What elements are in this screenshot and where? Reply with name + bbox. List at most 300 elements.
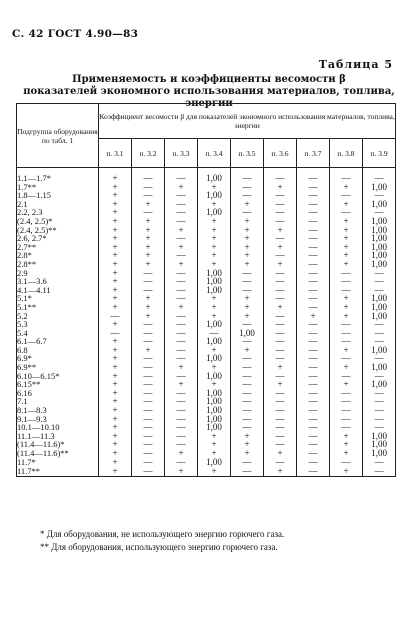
table-cell: + (330, 380, 363, 389)
row-label: 2.6, 2.7* (17, 234, 99, 243)
table-cell: — (132, 286, 165, 295)
table-cell: — (165, 440, 198, 449)
table-cell: 1,00 (363, 346, 396, 355)
column-header: п. 3.1 (99, 139, 132, 168)
table-cell: — (297, 260, 330, 269)
table-cell: + (231, 449, 264, 458)
table-title-line-2: показателей экономного использования материалов, топлива, энергии (23, 86, 395, 109)
table-cell: — (264, 294, 297, 303)
table-cell: — (363, 269, 396, 278)
table-cell: — (297, 440, 330, 449)
row-label: 10.1—10.10 (17, 423, 99, 432)
table-cell: — (264, 397, 297, 406)
table-cell: — (297, 191, 330, 200)
table-title-line-1: Применяемость и коэффициенты весомости β (72, 74, 346, 85)
table-cell: — (264, 217, 297, 226)
table-cell: — (297, 449, 330, 458)
table-cell: — (297, 294, 330, 303)
table-row (17, 226, 396, 235)
table-cell: — (264, 458, 297, 467)
table-cell: — (297, 397, 330, 406)
table-cell: — (363, 415, 396, 424)
table-cell: — (297, 380, 330, 389)
table-cell: + (165, 226, 198, 235)
table-cell: + (165, 466, 198, 477)
table-cell: — (297, 346, 330, 355)
table-cell: + (99, 449, 132, 458)
table-cell: — (231, 458, 264, 467)
table-cell: — (231, 183, 264, 192)
table-cell: — (264, 277, 297, 286)
table-cell: + (198, 217, 231, 226)
table-cell: + (198, 466, 231, 477)
table-row (17, 423, 396, 432)
table-cell: — (297, 337, 330, 346)
table-cell: — (264, 191, 297, 200)
row-label: 5.4 (17, 329, 99, 338)
table-cell: + (99, 260, 132, 269)
table-cell: — (297, 303, 330, 312)
table-cell: + (132, 243, 165, 252)
row-label: 1.7** (17, 183, 99, 192)
table-cell: — (363, 277, 396, 286)
table-cell: — (231, 269, 264, 278)
table-cell: + (330, 294, 363, 303)
table-cell: + (99, 269, 132, 278)
table-cell: + (330, 440, 363, 449)
table-cell: + (99, 466, 132, 477)
row-label: 6.1—6.7 (17, 337, 99, 346)
row-label: 2.1 (17, 200, 99, 209)
table-cell: — (165, 406, 198, 415)
table-row (17, 303, 396, 312)
table-row (17, 208, 396, 217)
table-cell: + (330, 432, 363, 441)
table-cell: — (297, 320, 330, 329)
table-cell: — (264, 329, 297, 338)
row-label: 5.1* (17, 294, 99, 303)
table-cell: + (165, 380, 198, 389)
table-cell: 1,00 (198, 277, 231, 286)
table-cell: — (330, 174, 363, 183)
table-cell: + (330, 217, 363, 226)
table-cell: + (99, 226, 132, 235)
table-cell: — (165, 191, 198, 200)
table-row (17, 243, 396, 252)
table-cell: — (231, 415, 264, 424)
table-cell: + (231, 260, 264, 269)
table-cell: — (297, 389, 330, 398)
table-cell: 1,00 (198, 397, 231, 406)
row-label: 9.1—9.3 (17, 415, 99, 424)
table-cell: — (330, 208, 363, 217)
table-cell: — (165, 432, 198, 441)
table-cell: + (330, 466, 363, 477)
table-cell: + (198, 432, 231, 441)
table-cell: + (99, 354, 132, 363)
table-cell: — (165, 329, 198, 338)
table-cell: — (132, 363, 165, 372)
table-cell: + (198, 363, 231, 372)
table-cell: 1,00 (198, 406, 231, 415)
footnote-2: ** Для оборудования, использующего энергию горючего газа. (40, 542, 278, 552)
table-cell: + (165, 260, 198, 269)
table-cell: + (264, 243, 297, 252)
table-label: Таблица 5 (318, 58, 393, 71)
table-cell: + (165, 363, 198, 372)
row-label: 11.1—11.3 (17, 432, 99, 441)
column-header: п. 3.3 (165, 139, 198, 168)
table-cell: + (330, 363, 363, 372)
table-row (17, 286, 396, 295)
table-cell: + (99, 208, 132, 217)
table-row (17, 234, 396, 243)
table-cell: — (363, 191, 396, 200)
table-cell: — (132, 466, 165, 477)
table-cell: + (297, 312, 330, 321)
table-cell: + (330, 243, 363, 252)
table-cell: — (330, 397, 363, 406)
table-cell: — (297, 234, 330, 243)
table-cell: — (132, 415, 165, 424)
table-cell: — (363, 329, 396, 338)
table-row (17, 320, 396, 329)
row-label: 2.2, 2.3 (17, 208, 99, 217)
subgroup-header: Подгруппа оборудования по табл. 1 (17, 104, 99, 168)
table-row (17, 354, 396, 363)
table-cell: — (231, 363, 264, 372)
table-cell: — (99, 329, 132, 338)
table-cell: + (198, 200, 231, 209)
table-cell: — (264, 406, 297, 415)
table-cell: + (231, 217, 264, 226)
row-label: 8.1—8.3 (17, 406, 99, 415)
table-cell: + (99, 380, 132, 389)
table-cell: + (99, 243, 132, 252)
table-cell: + (165, 183, 198, 192)
table-cell: 1,00 (363, 183, 396, 192)
row-label: 5.1** (17, 303, 99, 312)
table-cell: — (165, 423, 198, 432)
table-cell: 1,00 (231, 329, 264, 338)
table-cell: — (264, 389, 297, 398)
applicability-table (16, 103, 396, 477)
table-cell: + (264, 449, 297, 458)
table-cell: 1,00 (363, 303, 396, 312)
table-cell: + (231, 294, 264, 303)
table-cell: 1,00 (363, 440, 396, 449)
table-cell: — (363, 406, 396, 415)
table-cell: — (165, 294, 198, 303)
row-label: 5.2 (17, 312, 99, 321)
table-cell: + (99, 286, 132, 295)
table-cell: 1,00 (363, 432, 396, 441)
table-cell: — (297, 174, 330, 183)
table-cell: — (132, 432, 165, 441)
table-cell: — (132, 174, 165, 183)
table-cell: — (231, 380, 264, 389)
table-cell: — (231, 397, 264, 406)
table-cell: — (165, 269, 198, 278)
table-cell: + (264, 380, 297, 389)
table-cell: — (330, 286, 363, 295)
table-cell: — (165, 312, 198, 321)
table-cell: — (297, 277, 330, 286)
table-cell: — (132, 449, 165, 458)
table-cell: — (165, 208, 198, 217)
row-label: 6.9** (17, 363, 99, 372)
table-cell: + (198, 346, 231, 355)
table-cell: — (363, 389, 396, 398)
table-cell: — (264, 208, 297, 217)
table-cell: — (132, 329, 165, 338)
table-cell: — (297, 183, 330, 192)
row-label: 2.9 (17, 269, 99, 278)
table-cell: — (264, 234, 297, 243)
table-cell: + (198, 251, 231, 260)
table-cell: — (363, 286, 396, 295)
table-cell: — (132, 208, 165, 217)
table-cell: — (363, 208, 396, 217)
table-cell: + (231, 200, 264, 209)
table-cell: 1,00 (363, 200, 396, 209)
row-label: 6.9* (17, 354, 99, 363)
table-cell: — (132, 277, 165, 286)
table-cell: — (165, 346, 198, 355)
table-cell: — (297, 372, 330, 381)
table-cell: + (99, 440, 132, 449)
table-cell: — (231, 191, 264, 200)
table-cell: 1,00 (198, 423, 231, 432)
table-cell: 1,00 (363, 449, 396, 458)
row-label: 6.15** (17, 380, 99, 389)
table-cell: — (231, 372, 264, 381)
table-cell: + (99, 183, 132, 192)
table-cell: + (99, 200, 132, 209)
table-cell: 1,00 (363, 251, 396, 260)
table-cell: + (198, 260, 231, 269)
table-cell: — (165, 458, 198, 467)
table-cell: — (264, 312, 297, 321)
table-cell: 1,00 (363, 380, 396, 389)
row-label: 11.7** (17, 466, 99, 477)
table-cell: + (99, 303, 132, 312)
table-cell: 1,00 (198, 269, 231, 278)
table-cell: — (264, 415, 297, 424)
table-cell: + (132, 234, 165, 243)
table-cell: + (231, 251, 264, 260)
table-cell: + (264, 466, 297, 477)
table-cell: + (165, 243, 198, 252)
table-cell: + (330, 226, 363, 235)
table-cell: — (297, 406, 330, 415)
table-cell: + (198, 243, 231, 252)
table-cell: + (231, 243, 264, 252)
table-cell: — (330, 320, 363, 329)
table-cell: — (264, 286, 297, 295)
table-cell: — (297, 217, 330, 226)
footnotes (40, 528, 284, 554)
table-cell: + (99, 389, 132, 398)
table-cell: 1,00 (198, 174, 231, 183)
table-cell: — (231, 406, 264, 415)
row-label: 2.8** (17, 260, 99, 269)
table-cell: — (99, 312, 132, 321)
table-cell: 1,00 (198, 354, 231, 363)
table-cell: — (198, 329, 231, 338)
table-row (17, 191, 396, 200)
table-cell: + (165, 449, 198, 458)
table-cell: + (99, 346, 132, 355)
table-cell: + (198, 294, 231, 303)
table-cell: — (363, 320, 396, 329)
table-cell: — (363, 372, 396, 381)
table-cell: + (99, 432, 132, 441)
row-label: 6.8 (17, 346, 99, 355)
table-cell: + (231, 234, 264, 243)
table-cell: — (264, 440, 297, 449)
table-cell: + (99, 372, 132, 381)
table-cell: — (297, 423, 330, 432)
table-cell: — (330, 389, 363, 398)
table-row (17, 432, 396, 441)
table-cell: 1,00 (198, 458, 231, 467)
table-cell: — (165, 337, 198, 346)
table-cell: — (231, 286, 264, 295)
table-cell: + (132, 260, 165, 269)
table-cell: + (99, 458, 132, 467)
table-cell: + (99, 423, 132, 432)
table-cell: + (99, 415, 132, 424)
table-cell: — (330, 354, 363, 363)
table-cell: — (297, 200, 330, 209)
table-cell: + (132, 251, 165, 260)
row-label: 6.10—6.15* (17, 372, 99, 381)
table-cell: — (330, 415, 363, 424)
row-label: (2.4, 2.5)** (17, 226, 99, 235)
table-cell: — (264, 269, 297, 278)
table-cell: 1,00 (198, 337, 231, 346)
row-label: 4.1—4.11 (17, 286, 99, 295)
table-cell: 1,00 (363, 226, 396, 235)
table-row (17, 466, 396, 477)
table-cell: 1,00 (198, 415, 231, 424)
table-cell: + (330, 183, 363, 192)
table-cell: — (330, 372, 363, 381)
table-cell: — (132, 183, 165, 192)
row-label: 2.7** (17, 243, 99, 252)
row-label: 11.7* (17, 458, 99, 467)
table-cell: — (132, 423, 165, 432)
table-cell: — (231, 354, 264, 363)
table-cell: 1,00 (363, 234, 396, 243)
table-cell: — (165, 397, 198, 406)
table-cell: — (165, 415, 198, 424)
table-cell: — (297, 354, 330, 363)
column-header: п. 3.6 (264, 139, 297, 168)
table-cell: — (132, 337, 165, 346)
table-row (17, 458, 396, 467)
table-cell: — (297, 466, 330, 477)
coefficient-header: Коэффициент весомости β для показателей экономного использования материалов, топлива, энергии (99, 104, 396, 139)
table-cell: + (198, 234, 231, 243)
row-label: 3.1—3.6 (17, 277, 99, 286)
table-cell: — (330, 329, 363, 338)
table-cell: + (99, 363, 132, 372)
table-cell: + (99, 294, 132, 303)
table-cell: + (330, 200, 363, 209)
row-label: (2.4, 2.5)* (17, 217, 99, 226)
table-cell: — (363, 458, 396, 467)
table-cell: + (99, 320, 132, 329)
table-cell: + (231, 303, 264, 312)
table-cell: + (132, 217, 165, 226)
column-header: п. 3.8 (330, 139, 363, 168)
table-cell: — (132, 380, 165, 389)
table-cell: 1,00 (363, 312, 396, 321)
table-cell: + (165, 303, 198, 312)
table-cell: + (264, 183, 297, 192)
page-header: С. 42 ГОСТ 4.90—83 (12, 28, 139, 40)
row-label: 5.3 (17, 320, 99, 329)
table-row (17, 337, 396, 346)
table-row (17, 174, 396, 183)
table-cell: — (231, 174, 264, 183)
table-cell: — (330, 406, 363, 415)
table-cell: — (297, 458, 330, 467)
table-cell: — (330, 269, 363, 278)
table-cell: + (198, 380, 231, 389)
table-row (17, 251, 396, 260)
column-header: п. 3.7 (297, 139, 330, 168)
table-cell: — (165, 251, 198, 260)
row-label: (11.4—11.6)* (17, 440, 99, 449)
table-cell: 1,00 (363, 363, 396, 372)
row-label: 7.1 (17, 397, 99, 406)
table-cell: + (231, 312, 264, 321)
table-cell: — (231, 423, 264, 432)
table-cell: — (132, 354, 165, 363)
table-row (17, 440, 396, 449)
table-cell: — (297, 329, 330, 338)
table-cell: — (165, 372, 198, 381)
table-cell: + (231, 440, 264, 449)
table-cell: — (132, 389, 165, 398)
table-cell: + (264, 260, 297, 269)
table-cell: — (363, 174, 396, 183)
table-cell: + (330, 312, 363, 321)
row-label: 2.8* (17, 251, 99, 260)
column-header: п. 3.9 (363, 139, 396, 168)
table-cell: + (99, 191, 132, 200)
table-cell: + (198, 303, 231, 312)
table-cell: — (297, 286, 330, 295)
table-cell: — (264, 320, 297, 329)
table-cell: — (132, 191, 165, 200)
table-cell: + (132, 294, 165, 303)
table-cell: + (99, 234, 132, 243)
table-cell: 1,00 (198, 191, 231, 200)
table-cell: — (297, 208, 330, 217)
table-cell: — (264, 200, 297, 209)
table-cell: — (132, 320, 165, 329)
table-cell: + (330, 303, 363, 312)
table-cell: — (132, 406, 165, 415)
table-cell: — (165, 389, 198, 398)
table-cell: + (330, 251, 363, 260)
table-cell: — (264, 337, 297, 346)
table-cell: — (264, 354, 297, 363)
